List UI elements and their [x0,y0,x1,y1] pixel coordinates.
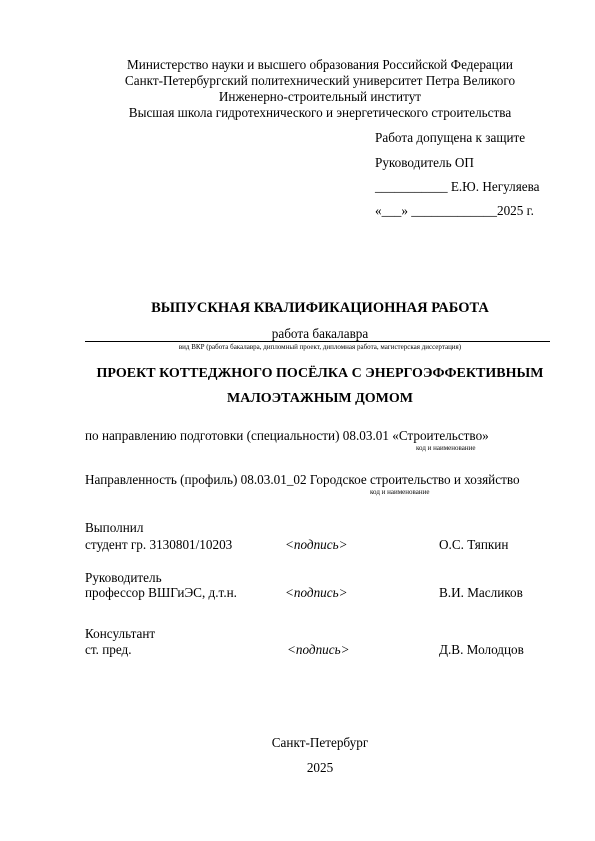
profile-text: Направленность (профиль) 08.03.01_02 Городское строительство и хозяйство [85,472,520,487]
topic-line-1: ПРОЕКТ КОТТЕДЖНОГО ПОСЁЛКА С ЭНЕРГОЭФФЕКТИВНЫМ [96,366,544,381]
student-position: студент гр. 3130801/10203 [85,537,233,552]
direction-note: код и наименование [416,444,476,452]
supervisor-position: профессор ВШГиЭС, д.т.н. [85,585,237,600]
school-line: Высшая школа гидротехнического и энергетического строительства [128,105,512,120]
profile-note: код и наименование [370,488,430,496]
work-kind-note: вид ВКР (работа бакалавра, дипломный проект, дипломная работа, магистерская диссертация) [178,343,462,351]
supervisor-signature: <подпись> [285,585,348,600]
consultant-position: ст. пред. [85,642,132,657]
topic-line-2: МАЛОЭТАЖНЫМ ДОМОМ [227,391,413,406]
footer-year: 2025 [306,760,334,775]
work-kind: работа бакалавра [271,326,369,341]
ministry-line: Министерство науки и высшего образования Российской Федерации [127,57,513,72]
footer-city: Санкт-Петербург [271,735,369,750]
consultant-signature: <подпись> [287,642,350,657]
student-role: Выполнил [85,520,144,535]
supervisor-role: Руководитель [85,570,162,585]
work-title: ВЫПУСКНАЯ КВАЛИФИКАЦИОННАЯ РАБОТА [151,300,489,316]
student-name: О.С. Тяпкин [439,537,509,552]
approval-head-title: Руководитель ОП [375,155,474,170]
consultant-role: Консультант [85,626,156,641]
work-kind-underline [85,341,550,342]
student-signature: <подпись> [285,537,348,552]
consultant-name: Д.В. Молодцов [439,642,524,657]
approval-date: «___» _____________2025 г. [375,203,534,218]
approval-head-sign: ___________ Е.Ю. Негуляева [375,179,540,194]
approval-admitted: Работа допущена к защите [375,130,526,145]
direction-text: по направлению подготовки (специальности) 08.03.01 «Строительство» [85,428,489,443]
institute-line: Инженерно-строительный институт [218,89,422,104]
university-line: Санкт-Петербургский политехнический университет Петра Великого [124,73,516,88]
supervisor-name: В.И. Масликов [439,585,523,600]
